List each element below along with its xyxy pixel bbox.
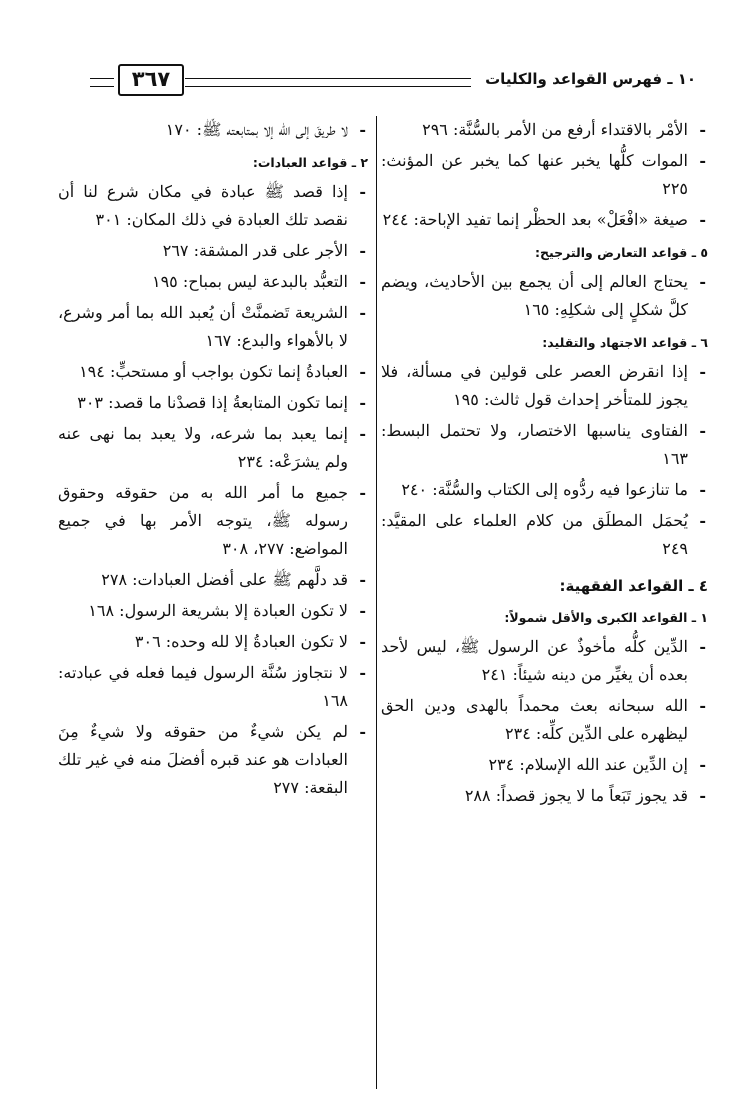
page-reference: ١٩٥: [151, 272, 178, 291]
index-entry: [381, 147, 708, 203]
page-reference: ٢٩٦: [422, 120, 448, 139]
entry-text: الله سبحانه بعث محمداً بالهدى ودين الحق ليظهره على الدِّين كلِّه:: [381, 696, 688, 743]
entry-text: الموات كلُّها يخبر عنها كما يخبر عن المؤنث:: [381, 151, 688, 170]
entry-text: إنما تكون المتابعةُ إذا قصدْنا ما قصد:: [108, 393, 348, 412]
index-entry: [381, 692, 708, 748]
index-entry: [381, 751, 708, 779]
page-reference: ٢٤٩: [662, 539, 688, 558]
entry-text: الفتاوى يناسبها الاختصار، ولا تحتمل البسط:: [381, 421, 688, 440]
entry-text: الأمْر بالاقتداء أرفع من الأمر بالسُّنَّة:: [452, 120, 688, 139]
entry-text: إن الدِّين عند الله الإسلام:: [519, 755, 688, 774]
entry-text: الدِّين كلُّه مأخوذٌ عن الرسول ﷺ، ليس لأحد بعده أن يغيِّر من دينه شيئاً:: [381, 637, 688, 684]
index-entry: [58, 479, 368, 563]
column-divider: [376, 116, 377, 1089]
left-column: [58, 116, 368, 1091]
page-reference: ٢٤١: [481, 665, 508, 684]
entry-text: ما تنازعوا فيه ردُّوه إلى الكتاب والسُّنَّة:: [432, 480, 688, 499]
entry-text: إنما يعبد بما شرعه، ولا يعبد بما نهى عنه ولم يشرَعْه:: [58, 424, 348, 471]
page-reference: ١٦٣: [662, 449, 688, 468]
page-reference: ١٩٤: [79, 362, 105, 381]
page-number: ٣٦٧: [118, 64, 184, 96]
index-entry: [58, 178, 368, 234]
index-entry: [58, 358, 368, 386]
index-entry: [58, 718, 368, 802]
index-entry: [58, 659, 368, 715]
entry-text: يُحمَل المطلَق من كلام العلماء على المقيَّد:: [381, 511, 688, 530]
entry-text: لا نتجاوز سُنَّة الرسول فيما فعله في عبادته:: [58, 663, 348, 682]
entry-text: يحتاج العالم إلى أن يجمع بين الأحاديث، ويضم كلَّ شكلٍ إلى شكلِهِ:: [381, 272, 688, 319]
page-reference: ٣٠١: [95, 210, 122, 229]
entry-text: لا طريقَ إلى الله إلا بمتابعته ﷺ:: [196, 120, 348, 139]
page-reference: ١٦٥: [523, 300, 550, 319]
running-title: ١٠ ـ فهرس القواعد والكليات: [485, 70, 696, 88]
index-entry: [381, 633, 708, 689]
page-reference: ٢٣٤: [505, 724, 531, 743]
index-entry: [58, 566, 368, 594]
index-entry: [381, 417, 708, 473]
entry-text: لم يكن شيءٌ من حقوقه ولا شيءٌ مِنَ العبادات هو عند قبره أفضلَ منه في غير تلك البقعة:: [58, 722, 348, 797]
entry-text: قد دلَّهم ﷺ على أفضل العبادات:: [132, 570, 348, 589]
page-reference: ١٦٨: [322, 691, 348, 710]
page-reference: ٢٧٨: [101, 570, 128, 589]
index-entry: [58, 597, 368, 625]
index-entry: [381, 268, 708, 324]
page-reference: ٢٧٧: [273, 778, 299, 797]
index-entry: [58, 389, 368, 417]
section-heading: ١ ـ القواعد الكبرى والأقل شمولاً:: [504, 610, 708, 625]
section-heading: ٥ ـ قواعد التعارض والترجيح:: [535, 245, 708, 260]
page-reference: ٢٤٠: [401, 480, 428, 499]
index-entry: [58, 420, 368, 476]
entry-text: التعبُّد بالبدعة ليس بمباح:: [182, 272, 348, 291]
entry-text: لا تكون العبادة إلا بشريعة الرسول:: [119, 601, 348, 620]
section-heading: ٤ ـ القواعد الفقهية:: [559, 577, 708, 595]
page-reference: ٢٣٤: [237, 452, 264, 471]
index-entry: [381, 116, 708, 144]
index-entry: [381, 476, 708, 504]
page-reference: ١٦٨: [88, 601, 115, 620]
page-reference: ٢٨٨: [464, 786, 491, 805]
entry-text: صيغة «افْعَلْ» بعد الحظْر إنما تفيد الإباحة:: [413, 210, 688, 229]
section-heading: ٦ ـ قواعد الاجتهاد والتقليد:: [542, 335, 708, 350]
entry-text: إذا قصد ﷺ عبادة في مكان شرع لنا أن نقصد تلك العبادة في ذلك المكان:: [58, 182, 348, 229]
entry-text: جميع ما أمر الله به من حقوقه وحقوق رسوله ﷺ، يتوجه الأمر بها في جميع المواضع:: [58, 483, 348, 558]
entry-text: لا تكون العبادةُ إلا لله وحده:: [165, 632, 348, 651]
entry-text: العبادةُ إنما تكون بواجب أو مستحبٍّ:: [109, 362, 348, 381]
entry-text: قد يجوز تَبَعاً ما لا يجوز قصداً:: [495, 786, 688, 805]
index-entry: [58, 268, 368, 296]
entry-text: الأجر على قدر المشقة:: [193, 241, 348, 260]
page-reference: ٢٤٤: [382, 210, 409, 229]
index-entry: [58, 116, 368, 144]
index-entry: [58, 628, 368, 656]
index-entry: [381, 782, 708, 810]
right-column: [381, 116, 708, 1091]
index-entry: [381, 507, 708, 563]
index-entry: [381, 206, 708, 234]
page-number-rule: [90, 78, 114, 87]
header-rule: [185, 78, 471, 87]
page-header: [90, 58, 696, 98]
index-entry: [381, 358, 708, 414]
page-reference: ١٧٠: [165, 120, 192, 139]
page-reference: ٢٢٥: [662, 179, 688, 198]
page-reference: ٢٧٧، ٣٠٨: [222, 539, 285, 558]
page-reference: ٣٠٣: [77, 393, 104, 412]
index-entry: [58, 299, 368, 355]
page-reference: ١٦٧: [205, 331, 232, 350]
entry-text: إذا انقرض العصر على قولين في مسألة، فلا يجوز للمتأخر إحداث قول ثالث:: [381, 362, 688, 409]
page-reference: ٣٠٦: [134, 632, 161, 651]
page-reference: ١٩٥: [453, 390, 479, 409]
page-reference: ٢٦٧: [162, 241, 189, 260]
section-heading: ٢ ـ قواعد العبادات:: [252, 155, 368, 170]
entry-text: الشريعة تَضمنَّتْ أن يُعبد الله بما أمر وشرع، لا بالأهواء والبدع:: [58, 303, 348, 350]
index-entry: [58, 237, 368, 265]
page-reference: ٢٣٤: [488, 755, 515, 774]
